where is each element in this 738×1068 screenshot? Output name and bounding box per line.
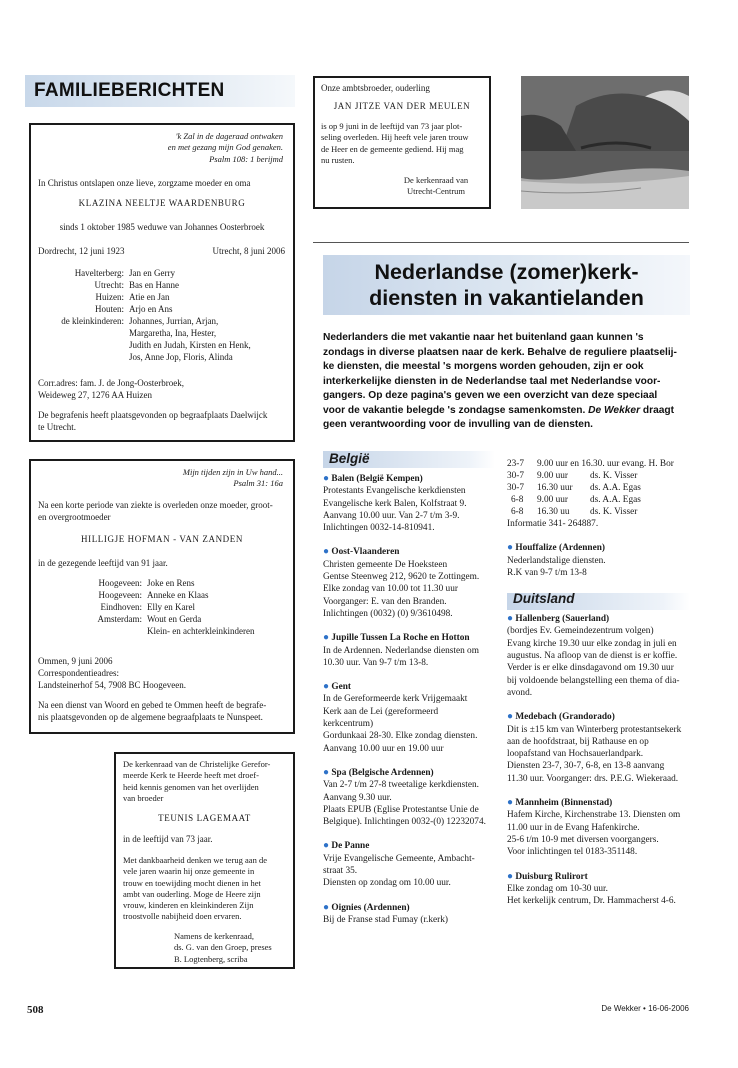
landscape-photo (521, 76, 689, 209)
section-divider (313, 242, 689, 243)
relative-row: Amsterdam: Wout en Gerda (97, 614, 202, 624)
deceased-name: TEUNIS LAGEMAAT (158, 813, 251, 823)
relative-row: Hoogeveen: Anneke en Klaas (98, 590, 209, 600)
church-listing: ● Houffalize (Ardennen) Nederlandstalige diensten. R.K van 9-7 t/m 13-8 (507, 542, 606, 578)
notice-signature: Namens de kerkenraad, ds. G. van den Groep, preses B. Logtenberg, scriba (174, 931, 272, 964)
schedule-row: 30-7 9.00 uur ds. K. Visser (507, 471, 638, 481)
schedule-row: 6-8 9.00 uur ds. A.A. Egas (511, 495, 641, 505)
bullet-icon: ● (323, 901, 330, 913)
deceased-name: HILLIGJE HOFMAN - VAN ZANDEN (81, 534, 243, 544)
bullet-icon: ● (507, 870, 514, 882)
notice-age: in de leeftijd van 73 jaar. (123, 834, 213, 844)
funeral-note: De begrafenis heeft plaatsgevonden op begraafplaats Daelwijck te Utrecht. (38, 410, 268, 432)
article-header (323, 255, 690, 315)
relative-row: Utrecht: Bas en Hanne (94, 280, 179, 290)
relative-row: de kleinkinderen: Johannes, Jurrian, Arjan, (61, 316, 219, 326)
church-listing: ● Medebach (Grandorado) Dit is ±15 km van Winterberg protestantsekerk aan de hoofdstraat, bij Rathause en op loopafstand van Hochsauerlandpark. Diensten 23-7, 30-7, 6-8, en 13-8 aanvang 11.30 uur. Voorganger: drs. P.E.G. Wiekeraad. (507, 711, 682, 784)
notice-since: sinds 1 oktober 1985 weduwe van Johannes Oosterbroek (59, 222, 265, 232)
church-listing: ● Jupille Tussen La Roche en Hotton In de Ardennen. Nederlandse diensten om 10.30 uur. Van 9-7 t/m 13-8. (323, 632, 479, 668)
church-listing: ● Gent In de Gereformeerde kerk Vrijgemaakt Kerk aan de Lei (gereformeerd kerkcentrum) Gordunkaai 28-30. Elke zondag diensten. Aanvang 10.00 uur en 19.00 uur (323, 681, 478, 754)
church-listing: ● Oignies (Ardennen) Bij de Franse stad Fumay (r.kerk) (323, 901, 448, 925)
church-listing: ● Spa (Belgische Ardennen) Van 2-7 t/m 27-8 tweetalige kerkdiensten. Aanvang 9.30 uur. Plaats EPUB (Eglise Protestantse Unie de Belgique). Inlichtingen 0032-(0) 12232074. (323, 766, 486, 828)
church-listing: ● Mannheim (Binnenstad) Hafem Kirche, Kirchenstrabe 13. Diensten om 11.00 uur in de Evang Hafenkirche. 25-6 t/m 10-9 met diversen voorgangers. Voor inlichtingen tel 0183-351148. (507, 797, 681, 858)
schedule-info: Informatie 341- 264887. (507, 519, 599, 529)
notice-intro: De kerkenraad van de Christelijke Gerefor- meerde Kerk te Heerde heeft met droef- heid kennis genomen van het overlijden van broeder (123, 759, 271, 803)
funeral-note: Na een dienst van Woord en gebed te Ommen heeft de begrafe- nis plaatsgevonden op de algemene begraafplaats te Nunspeet. (38, 700, 267, 722)
country-label: België (323, 451, 495, 468)
verse-line: Mijn tijden zijn in Uw hand... (182, 467, 283, 477)
article-lead: Nederlanders die met vakantie naar het buitenland gaan kunnen 's zondags in diverse plaatsen naar de kerk. Behalve de reguliere plaatselij- ke diensten, die meestal 's morgens worden gehouden, zijn er ook interkerkelijke diensten in de Nederlandse taal met Nederlandse voor- gangers. Op deze pagina's geven we een overzicht van deze speciaal voor de vakantie belegde 's zondagse samenkomsten. De Wekker draagt geen verantwoording voor de invulling van de diensten. (323, 332, 677, 430)
correspondence-address: Correspondentieadres: Landsteinerhof 54, 7908 BC Hoogeveen. (38, 668, 186, 690)
deceased-name: KLAZINA NEELTJE WAARDENBURG (78, 198, 246, 208)
church-listing: ● Balen (België Kempen) Protestants Evangelische kerkdiensten Evangelische kerk Balen, Kolfstraat 9. Aanvang 10.00 uur. Van 2-7 t/m 3-9. Inlichtingen 0032-14-810941. (323, 473, 467, 534)
bullet-icon: ● (323, 632, 330, 644)
listing-column-1 (323, 473, 503, 926)
notice-age: in de gezegende leeftijd van 91 jaar. (38, 558, 168, 568)
notice-verse (168, 131, 283, 165)
notice-van-der-meulen (313, 76, 491, 209)
country-header-duitsland: Duitsland (507, 593, 690, 610)
church-listing: ● De Panne Vrije Evangelische Gemeente, Ambacht- straat 35. Diensten op zondag om 10.00 uur. (323, 840, 475, 889)
bullet-icon: ● (323, 681, 330, 693)
relative-row: Judith en Judah, Kirsten en Henk, (129, 340, 251, 350)
death-place-date: Utrecht, 8 juni 2006 (212, 246, 285, 256)
church-listing: ● Duisburg Rulirort Elke zondag om 10-30 uur. Het kerkelijk centrum, Dr. Hammacherst 4-6. (507, 870, 676, 907)
bullet-icon: ● (323, 546, 330, 558)
relative-row: Margaretha, Ina, Hester, (129, 328, 217, 338)
church-listing: ● Hallenberg (Sauerland) (bordjes Ev. Gemeindezentrum volgen) Evang kirche 19.30 uur elke zondag in juli en augustus. Na afloop van de dienst is er koffie. Verder is er elke dinsdagavond om 19.30 uur bij voldoende belangstelling een thema of dia- avond. (507, 613, 680, 698)
publication-name: De Wekker (588, 404, 641, 416)
deceased-name: JAN JITZE VAN DER MEULEN (333, 101, 471, 111)
bullet-icon: ● (323, 473, 330, 484)
relatives-list (38, 267, 290, 363)
notice-verse (183, 467, 283, 490)
verse-line: 'k Zal in de dageraad ontwaken (175, 131, 283, 141)
notice-lagemaat (114, 752, 295, 969)
schedule-row: 30-7 16.30 uur ds. A.A. Egas (507, 483, 641, 493)
bullet-icon: ● (323, 840, 330, 852)
verse-reference: Psalm 108: 1 berijmd (209, 153, 283, 164)
birth-place-date: Dordrecht, 12 juni 1923 (38, 246, 125, 256)
notice-body: is op 9 juni in de leeftijd van 73 jaar plot- seling overleden. Hij heeft vele jaren trouw de Heer en de gemeente gediend. Hij mag nu rusten. (321, 121, 469, 165)
notice-intro: Onze ambtsbroeder, ouderling (321, 83, 430, 93)
section-header (25, 75, 295, 107)
publication-footer: De Wekker • 16-06-2006 (601, 1004, 689, 1013)
article-title-line: Nederlandse (zomer)kerk- (374, 260, 639, 284)
notice-intro: Na een korte periode van ziekte is overleden onze moeder, groot- en overgrootmoeder (38, 500, 273, 522)
bullet-icon: ● (507, 797, 514, 809)
bullet-icon: ● (507, 542, 514, 554)
notice-waardenburg (29, 123, 295, 442)
notice-date: Ommen, 9 juni 2006 (38, 656, 113, 666)
schedule-row: 23-7 9.00 uur en 16.30. uur evang. H. Bor (507, 459, 674, 469)
relative-row: Eindhoven: Elly en Karel (100, 602, 195, 612)
church-listing: ● Oost-Vlaanderen Christen gemeente De Hoeksteen Gentse Steenweg 212, 9620 te Zottingem. Elke zondag van 10.00 tot 11.30 uur Voorganger: E. van den Branden. Inlichtingen (0032) (0) 9/3610498. (323, 546, 480, 619)
bullet-icon: ● (323, 766, 330, 778)
notice-body: Met dankbaarheid denken we terug aan de vele jaren waarin hij onze gemeente in trouw en toewijding mocht dienen in het ambt van ouderling. Moge de Heere zijn vrouw, kinderen en kleinkinderen Zijn troostvolle nabijheid doen ervaren. (123, 855, 267, 922)
notice-hofman (29, 459, 295, 734)
relative-row: Hoogeveen: Joke en Rens (98, 578, 195, 588)
notice-intro: In Christus ontslapen onze lieve, zorgzame moeder en oma (38, 178, 251, 188)
notice-signature: De kerkenraad van Utrecht-Centrum (403, 175, 469, 197)
section-title: FAMILIEBERICHTEN (34, 80, 225, 101)
relative-row: Klein- en achterkleinkinderen (147, 626, 255, 636)
article-title-line: diensten in vakantielanden (369, 286, 644, 310)
relative-row: Jos, Anne Jop, Floris, Alinda (129, 352, 233, 362)
relative-row: Havelterberg: Jan en Gerry (74, 268, 175, 278)
relative-row: Huizen: Atie en Jan (95, 292, 170, 302)
relatives-list (38, 577, 290, 637)
river-landscape-image (521, 76, 689, 209)
listing-column-2 (507, 458, 690, 907)
country-header-belgie (323, 451, 495, 468)
bullet-icon: ● (507, 613, 514, 625)
correspondence-address: Corr.adres: fam. J. de Jong-Oosterbroek, Weideweg 27, 1276 AA Huizen (38, 378, 184, 400)
verse-line: en met gezang mijn God genaken. (167, 142, 283, 153)
verse-reference: Psalm 31: 16a (233, 478, 283, 489)
bullet-icon: ● (507, 711, 514, 723)
page-number: 508 (27, 1004, 44, 1016)
relative-row: Houten: Arjo en Ans (95, 304, 173, 314)
service-schedule (507, 458, 674, 518)
schedule-row: 6-8 16.30 uu ds. K. Visser (511, 507, 638, 517)
